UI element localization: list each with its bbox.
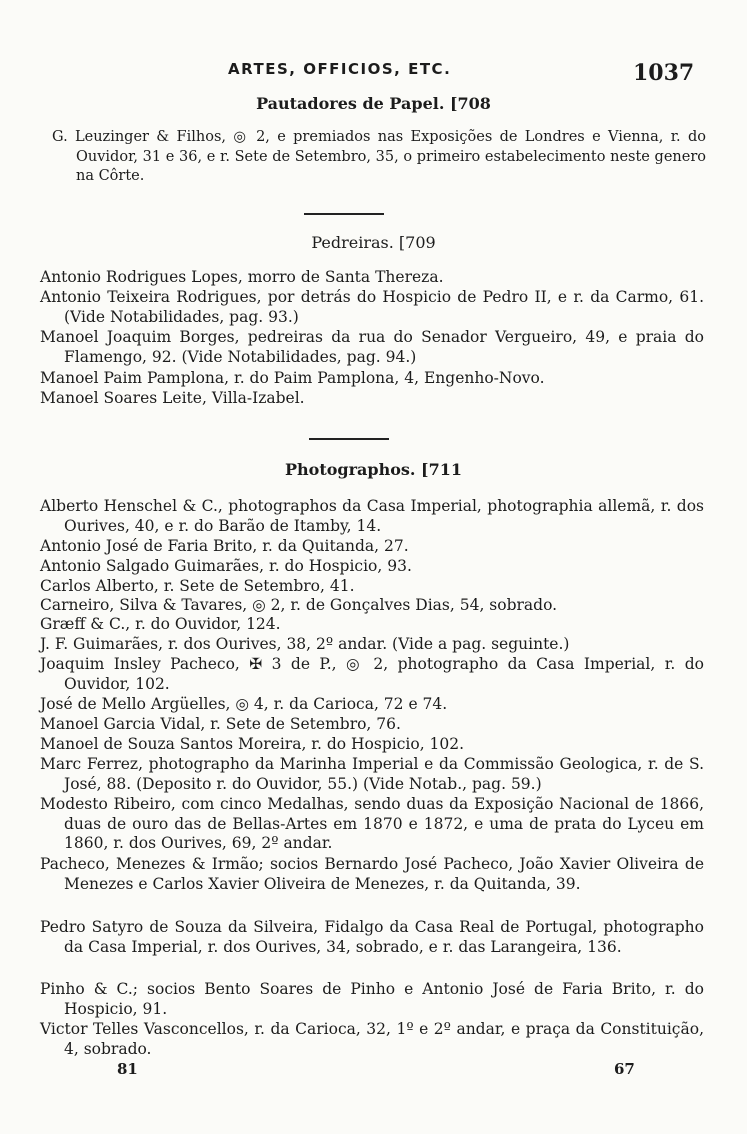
section-divider xyxy=(304,213,384,215)
list-item: Carlos Alberto, r. Sete de Setembro, 41. xyxy=(40,577,355,595)
list-item: Joaquim Insley Pacheco, ✠ 3 de P., ◎ 2, photographo da Casa Imperial, r. do Ouvidor, 102. xyxy=(40,655,704,693)
section-title-pedreiras: Pedreiras. [709 xyxy=(311,233,436,252)
list-item: Manoel Joaquim Borges, pedreiras da rua do Senador Vergueiro, 49, e praia do Flamengo, 92. (Vide Notabilidades, pag. 94.) xyxy=(40,328,704,366)
list-item: Pacheco, Menezes & Irmão; socios Bernardo José Pacheco, João Xavier Oliveira de Menezes e Carlos Xavier Oliveira de Menezes, r. da Quitanda, 39. xyxy=(40,855,704,893)
list-item: Pinho & C.; socios Bento Soares de Pinho e Antonio José de Faria Brito, r. do Hospicio, 91. xyxy=(40,980,704,1018)
running-header-title: ARTES, OFFICIOS, ETC. xyxy=(228,60,452,78)
signature-mark-left: 81 xyxy=(117,1060,138,1078)
list-item: Græff & C., r. do Ouvidor, 124. xyxy=(40,615,281,633)
list-item: Manoel de Souza Santos Moreira, r. do Hospicio, 102. xyxy=(40,735,465,753)
list-item: Manoel Soares Leite, Villa-Izabel. xyxy=(40,389,305,407)
section-divider xyxy=(309,438,389,440)
list-item: Carneiro, Silva & Tavares, ◎ 2, r. de Gonçalves Dias, 54, sobrado. xyxy=(40,596,558,614)
list-item: Modesto Ribeiro, com cinco Medalhas, sendo duas da Exposição Nacional de 1866, duas de ouro das de Bellas-Artes em 1870 e 1872, e uma de prata do Lyceu em 1860, r. dos Ourives, 69, 2º andar. xyxy=(40,795,704,852)
list-item: Pedro Satyro de Souza da Silveira, Fidalgo da Casa Real de Portugal, photographo da Casa Imperial, r. dos Ourives, 34, sobrado, e r. das Larangeira, 136. xyxy=(40,918,704,956)
list-item: Antonio José de Faria Brito, r. da Quitanda, 27. xyxy=(40,537,409,555)
list-item: Antonio Teixeira Rodrigues, por detrás do Hospicio de Pedro II, e r. da Carmo, 61. (Vide Notabilidades, pag. 93.) xyxy=(40,288,704,326)
list-item: Marc Ferrez, photographo da Marinha Imperial e da Commissão Geologica, r. de S. José, 88. (Deposito r. do Ouvidor, 55.) (Vide Notab., pag. 59.) xyxy=(40,755,704,793)
list-item: Manoel Paim Pamplona, r. do Paim Pamplona, 4, Engenho-Novo. xyxy=(40,369,545,387)
list-item: Manoel Garcia Vidal, r. Sete de Setembro, 76. xyxy=(40,715,401,733)
list-item: Victor Telles Vasconcellos, r. da Carioca, 32, 1º e 2º andar, e praça da Constituição, 4, sobrado. xyxy=(40,1020,704,1058)
page-number: 1037 xyxy=(633,60,695,86)
list-item: Alberto Henschel & C., photographos da Casa Imperial, photographia allemã, r. dos Ourives, 40, e r. do Barão de Itamby, 14. xyxy=(40,497,704,535)
section-title-photographos: Photographos. [711 xyxy=(285,460,462,479)
signature-mark-right: 67 xyxy=(614,1060,635,1078)
list-item: J. F. Guimarães, r. dos Ourives, 38, 2º andar. (Vide a pag. seguinte.) xyxy=(40,635,570,653)
list-item: José de Mello Argüelles, ◎ 4, r. da Carioca, 72 e 74. xyxy=(40,695,448,713)
section-title-pautadores: Pautadores de Papel. [708 xyxy=(256,94,491,113)
list-item: Antonio Salgado Guimarães, r. do Hospicio, 93. xyxy=(40,557,412,575)
list-item: Antonio Rodrigues Lopes, morro de Santa Thereza. xyxy=(40,268,444,286)
list-item: G. Leuzinger & Filhos, ◎ 2, e premiados nas Exposições de Londres e Vienna, r. do Ouvidor, 31 e 36, e r. Sete de Setembro, 35, o primeiro estabelecimento neste genero na Côrte. xyxy=(52,129,706,184)
